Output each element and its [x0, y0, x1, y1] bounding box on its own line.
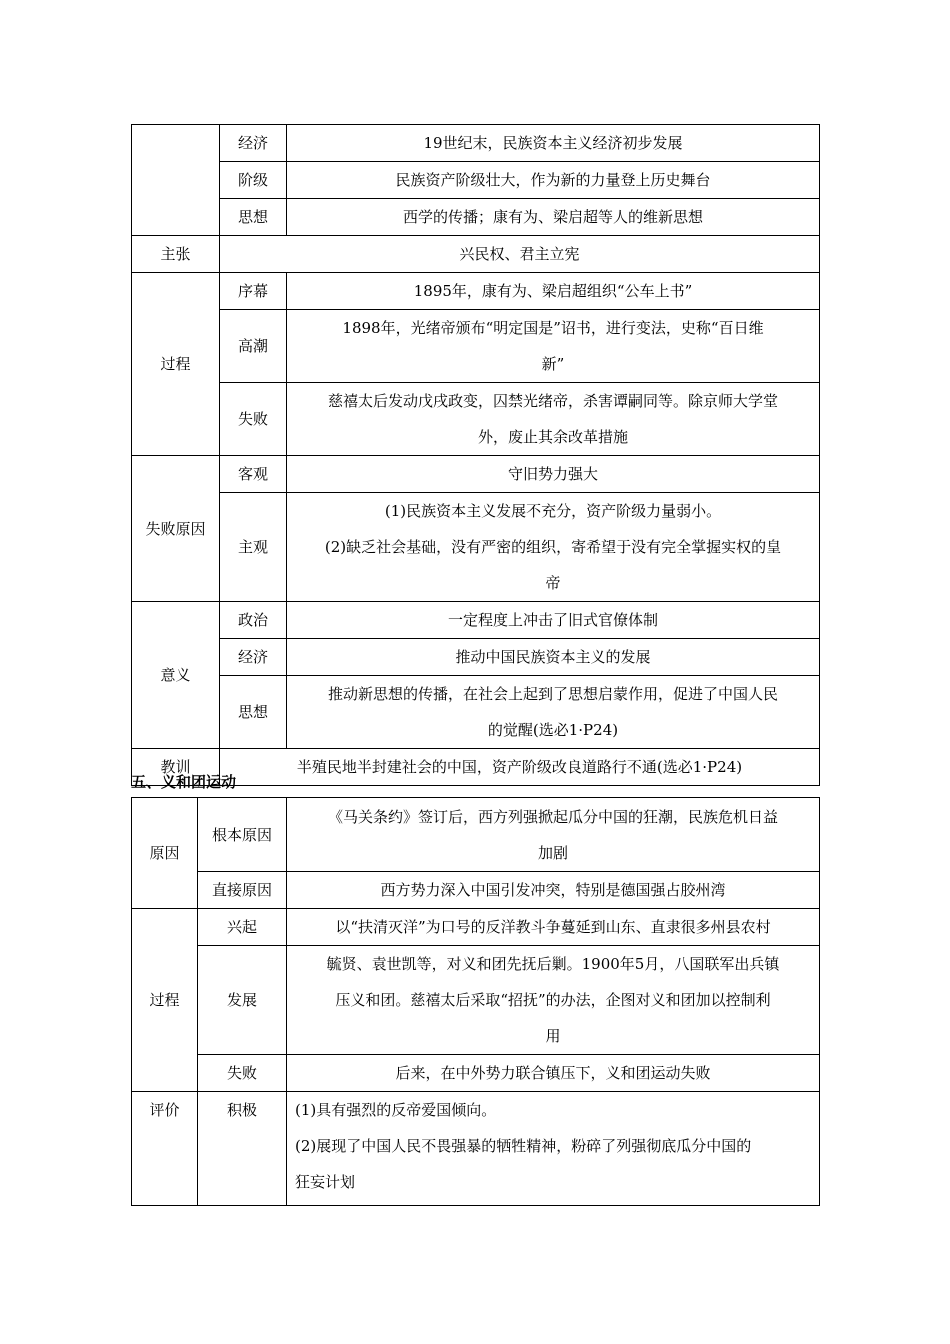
row-label: 原因 — [132, 798, 198, 909]
content-cell: 西方势力深入中国引发冲突，特别是德国强占胶州湾 — [287, 872, 820, 909]
text-line: 新” — [541, 355, 565, 373]
sub-label: 直接原因 — [198, 872, 287, 909]
content-cell: 守旧势力强大 — [287, 456, 820, 493]
sub-label: 高潮 — [220, 310, 287, 383]
content-cell: 一定程度上冲击了旧式官僚体制 — [287, 602, 820, 639]
sub-label: 失败 — [220, 383, 287, 456]
sub-label: 经济 — [220, 639, 287, 676]
text-line: 推动新思想的传播，在社会上起到了思想启蒙作用，促进了中国人民 — [327, 685, 778, 703]
content-cell — [287, 310, 820, 383]
text-line: 外，废止其余改革措施 — [477, 428, 628, 446]
content-cell: 民族资产阶级壮大，作为新的力量登上历史舞台 — [287, 162, 820, 199]
sub-label: 兴起 — [198, 909, 287, 946]
sub-label: 序幕 — [220, 273, 287, 310]
text-line: 《马关条约》签订后，西方列强掀起瓜分中国的狂潮，民族危机日益 — [327, 807, 778, 826]
row-label: 过程 — [132, 273, 220, 456]
text-line: (1)具有强烈的反帝爱国倾向。 — [295, 1101, 497, 1119]
content-cell — [287, 493, 820, 602]
text-line: 慈禧太后发动戊戌政变，囚禁光绪帝，杀害谭嗣同等。除京师大学堂 — [327, 392, 778, 410]
text-line: (2)缺乏社会基础，没有严密的组织，寄希望于没有完全掌握实权的皇 — [324, 538, 782, 556]
content-cell: 以“扶清灭洋”为口号的反洋教斗争蔓延到山东、直隶很多州县农村 — [287, 909, 820, 946]
sub-label: 阶级 — [220, 162, 287, 199]
content-cell — [287, 946, 820, 1055]
sub-label: 主观 — [220, 493, 287, 602]
content-cell: 推动中国民族资本主义的发展 — [287, 639, 820, 676]
row-label: 过程 — [132, 909, 198, 1092]
sub-label: 失败 — [198, 1055, 287, 1092]
content-cell: 19世纪末，民族资本主义经济初步发展 — [287, 125, 820, 162]
text-line: 狂妄计划 — [295, 1173, 356, 1191]
row-label: 教训 — [132, 749, 220, 786]
text-line: 1898年，光绪帝颁布“明定国是”诏书，进行变法，史称“百日维 — [342, 319, 764, 337]
content-cell: 半殖民地半封建社会的中国，资产阶级改良道路行不通(选必1·P24) — [220, 749, 820, 786]
row-label: 评价 — [132, 1092, 198, 1206]
row-label: 主张 — [132, 236, 220, 273]
text-line: 用 — [545, 1027, 561, 1045]
text-line: (1)民族资本主义发展不充分，资产阶级力量弱小。 — [384, 502, 722, 520]
sub-label: 发展 — [198, 946, 287, 1055]
sub-label: 思想 — [220, 199, 287, 236]
row-label: 意义 — [132, 602, 220, 749]
row-label: 失败原因 — [132, 456, 220, 602]
sub-label: 积极 — [198, 1092, 287, 1206]
content-cell: 西学的传播；康有为、梁启超等人的维新思想 — [287, 199, 820, 236]
sub-label: 政治 — [220, 602, 287, 639]
content-cell — [287, 383, 820, 456]
boxer-movement-table — [131, 797, 820, 1206]
text-line: 毓贤、袁世凯等，对义和团先抚后剿。1900年5月，八国联军出兵镇 — [326, 955, 780, 973]
content-cell: 1895年，康有为、梁启超组织“公车上书” — [287, 273, 820, 310]
sub-label: 根本原因 — [198, 798, 287, 872]
section-heading: 五、义和团运动 — [131, 773, 237, 791]
text-line: 帝 — [545, 574, 561, 592]
text-line: 加剧 — [537, 843, 568, 862]
sub-label: 经济 — [220, 125, 287, 162]
text-line: (2)展现了中国人民不畏强暴的牺牲精神，粉碎了列强彻底瓜分中国的 — [295, 1137, 752, 1155]
text-line: 压义和团。慈禧太后采取“招抚”的办法，企图对义和团加以控制利 — [335, 991, 771, 1009]
background-label-cell — [132, 125, 220, 236]
reform-movement-table — [131, 124, 820, 786]
text-line: 的觉醒(选必1·P24) — [487, 721, 619, 739]
sub-label: 思想 — [220, 676, 287, 749]
content-cell — [287, 676, 820, 749]
sub-label: 客观 — [220, 456, 287, 493]
content-cell — [287, 798, 820, 872]
content-cell: 后来，在中外势力联合镇压下，义和团运动失败 — [287, 1055, 820, 1092]
content-cell: 兴民权、君主立宪 — [220, 236, 820, 273]
content-cell — [287, 1092, 820, 1206]
